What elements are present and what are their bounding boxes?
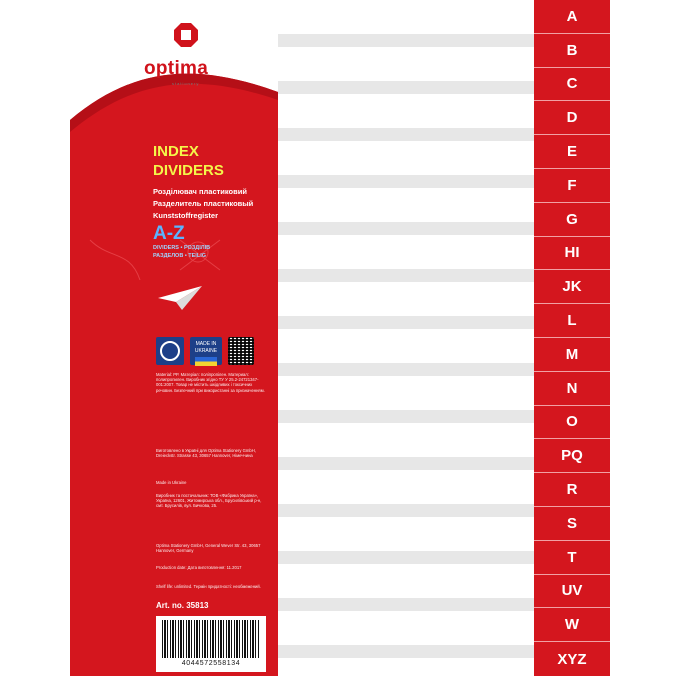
qr-code-icon [228,337,254,365]
fine-print-7: Shelf life: unlimited. Термін придатності: необмежений. [156,584,261,589]
tab-s: S [534,507,610,541]
title-line-2: DIVIDERS [153,162,224,179]
article-number: Art. no. 35813 [156,601,209,610]
optima-logo-icon [173,22,199,48]
ukraine-flag-icon [195,357,217,366]
product-title [153,142,224,180]
barcode [156,616,266,672]
range-label: A-Z [153,223,185,244]
tab-d: D [534,101,610,135]
tab-a: A [534,0,610,34]
desc-de: Kunststoffregister [153,211,219,220]
range-sub-2: РАЗДЕЛОВ • TEILIG [153,253,207,259]
tab-g: G [534,203,610,237]
made-in-ukraine-badge [190,337,222,365]
cover-card [70,0,279,676]
fine-print-2: Виготовлено в Україні для Optima Stationery GmbH, Dreieckstr. Strasse 43, 30657 Hannover, Німеччина [156,448,256,459]
title-line-1: INDEX [153,143,199,160]
divider-sheet [278,0,534,676]
fine-print-3: Made in Ukraine [156,480,187,485]
index-tabs [534,0,610,676]
barcode-number: 4044572558134 [181,660,241,667]
tab-pq: PQ [534,439,610,473]
index-dividers-product [70,0,610,700]
desc-ru: Разделитель пластиковый [153,199,254,208]
tab-uv: UV [534,575,610,609]
brand-sub: stationery [172,81,200,86]
tab-c: C [534,68,610,102]
badge-row [156,337,254,365]
tab-n: N [534,372,610,406]
fine-print-5: Optima Stationery GmbH, General Wever Str. 43, 30657 Hannover, Germany [156,543,261,554]
tab-xyz: XYZ [557,650,587,668]
fine-print-4: Виробник та постачальник: ТОВ «Фабрика Україна», Україна, 12601, Житомирська обл., Брусилівський р-н, смт. Брусилів, вул. Бичкова, 25. [156,493,262,509]
fine-print-1: Material: PP. Матеріал: поліпропілен. Материал: полипропилен. Виробник згідно ТУ У 25.2-24721347-001:2007. Товар не містить шкідливих і токсичних речовин. Безпечний при використанні за призначенням. [156,372,265,393]
tab-m: M [534,338,610,372]
range-sub-1: DIVIDERS • РОЗДІЛІВ [153,245,211,251]
tab-b: B [534,34,610,68]
tab-r: R [534,473,610,507]
tab-hi: HI [534,237,610,271]
made-in-label: MADE IN UKRAINE [194,341,218,354]
barcode-bars [162,620,260,658]
desc-ua: Розділювач пластиковий [153,187,247,196]
tab-f: F [534,169,610,203]
tab-o: O [534,406,610,440]
tab-jk: JK [534,270,610,304]
certification-icon [156,337,184,365]
tab-e: E [534,135,610,169]
fine-print-6: Production date: Дата виготовлення: 11.2017 [156,565,242,570]
tab-w: W [534,608,610,642]
paper-plane-icon [156,284,204,312]
brand-name: optima [144,58,209,79]
tab-l: L [534,304,610,338]
tab-t: T [534,541,610,575]
